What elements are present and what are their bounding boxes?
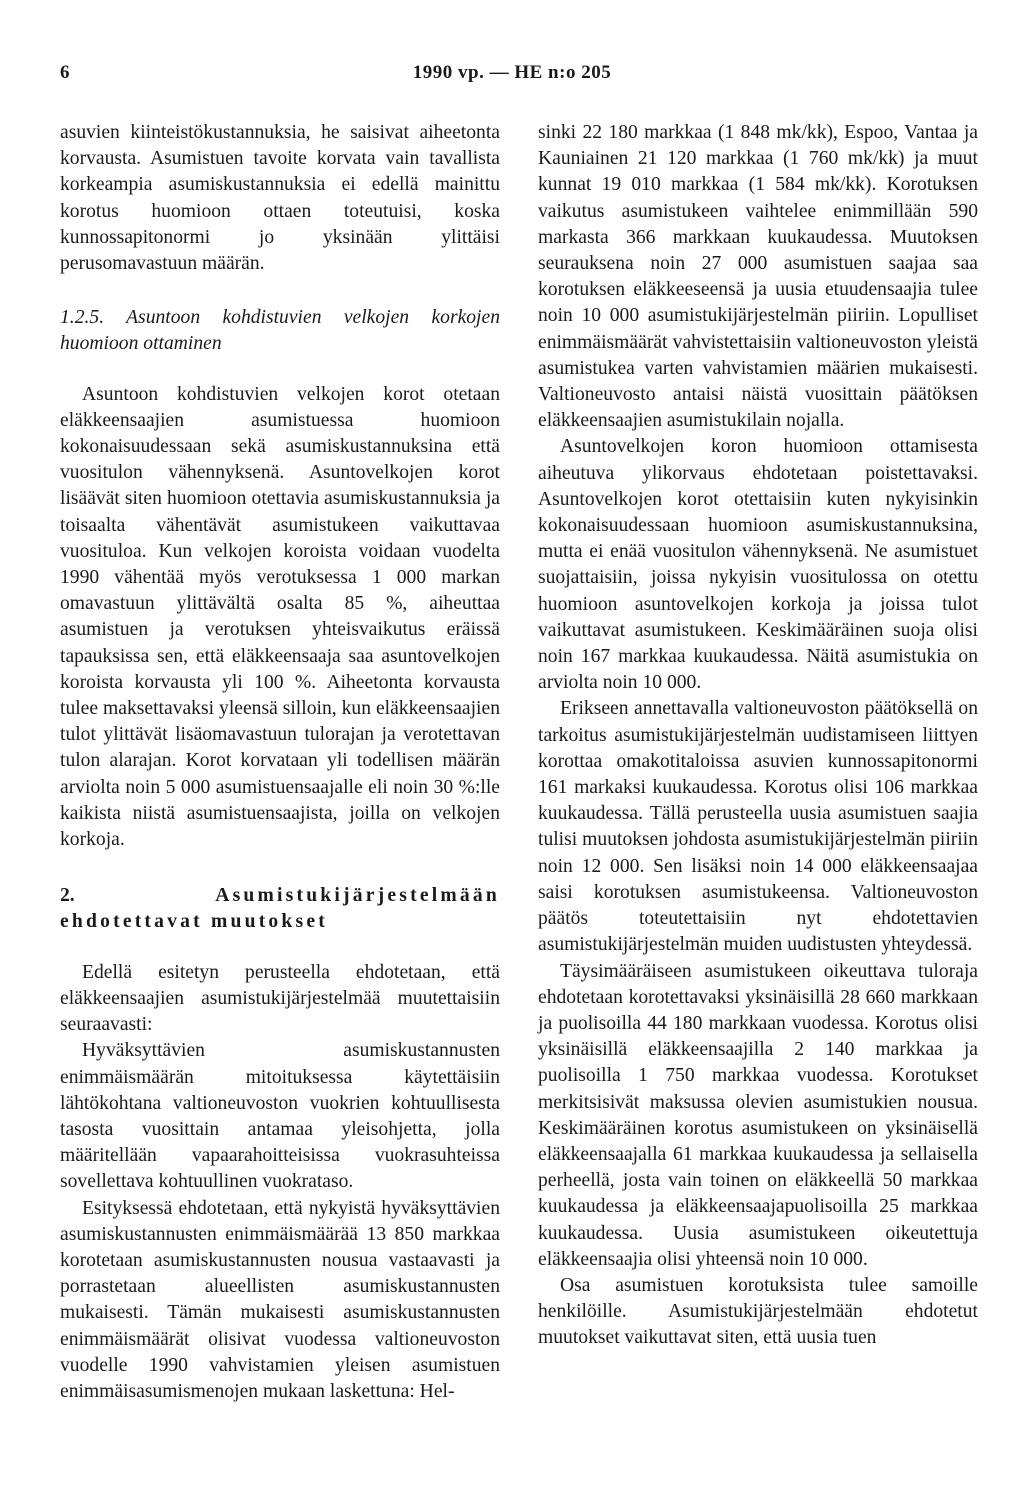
paragraph: Edellä esitetyn perusteella ehdotetaan, että eläkkeensaajien asumistukijärjestelmää muutettaisiin seuraavasti: bbox=[60, 961, 500, 1036]
paragraph: Esityksessä ehdotetaan, että nykyistä hyväksyttävien asumiskustannusten enimmäismäärää 13 850 markkaa korotetaan asumiskustannusten nousua vastaavasti ja porrastetaan alueellisten asumiskustannusten mukaisesti. Tämän mukaisesti asumiskustannusten enimmäismäärät olisivat vuodessa valtioneuvoston vuodelle 1990 vahvistamien yleisen asumistuen enimmäisasumismenojen mukaan laskettuna: Hel- bbox=[60, 1197, 500, 1402]
heading-number: 2. bbox=[60, 885, 75, 907]
page-number: 6 bbox=[60, 62, 70, 83]
subheading-title: Asuntoon kohdistuvien velkojen korkojen huomioon ottaminen bbox=[60, 307, 500, 355]
page-header bbox=[0, 62, 1024, 88]
paragraph: Osa asumistuen korotuksista tulee samoille henkilöille. Asumistukijärjestelmään ehdotetut muutokset vaikuttavat siten, että uusia tuen bbox=[538, 1274, 978, 1349]
subheading-number: 1.2.5. bbox=[60, 307, 105, 329]
paragraph: Erikseen annettavalla valtioneuvoston päätöksellä on tarkoitus asumistukijärjestelmän uudistamiseen liittyen korottaa omakotitaloissa asuvien kunnossapitonormi 161 markaksi kuukaudessa. Korotus olisi 106 markkaa kuukaudessa. Tällä perusteella uusia asumistuen saajia tulisi muutoksen johdosta asumistukijärjestelmän piiriin noin 12 000. Sen lisäksi noin 14 000 eläkkeensaajaa saisi korotuksen asumistukeensa. Valtioneuvoston päätös toteutettaisiin nyt ehdotettavien asumistukijärjestelmän muiden uudistusten yhteydessä. bbox=[538, 698, 978, 956]
right-column bbox=[538, 120, 978, 1352]
running-title: 1990 vp. — HE n:o 205 bbox=[412, 62, 612, 83]
section-subheading bbox=[60, 305, 500, 357]
left-column bbox=[60, 120, 500, 1405]
heading-title: Asumistukijärjestelmään ehdotettavat muutokset bbox=[60, 885, 500, 933]
paragraph: asuvien kiinteistökustannuksia, he saisivat aiheetonta korvausta. Asumistuen tavoite korvata vain tavallista korkeampia asumiskustannuksia ei edellä mainittu korotus huomioon ottaen toteutuisi, koska kunnossapitonormi jo yksinään ylittäisi perusomavastuun määrän. bbox=[60, 122, 500, 275]
paragraph: Asuntoon kohdistuvien velkojen korot otetaan eläkkeensaajien asumistuessa huomioon kokonaisuudessaan sekä asumiskustannuksina että vuositulon vähennyksenä. Asuntovelkojen korot lisäävät siten huomioon otettavia asumiskustannuksia ja toisaalta vähentävät asumistukeen vaikuttavaa vuosituloa. Kun velkojen koroista voidaan vuodelta 1990 vähentää myös verotuksessa 1 000 markan omavastuun ylittävältä osalta 85 %, aiheuttaa asumistuen ja verotuksen yhteisvaikutus eräissä tapauksissa sen, että eläkkeensaaja saa asuntovelkojen koroista korvausta yli 100 %. Aiheetonta korvausta tulee maksettavaksi yleensä silloin, kun eläkkeensaajien tulot ylittävät lisäomavastuun tulorajan ja verotettavan tulon alarajan. Korot korvataan yli todellisen määrän arviolta noin 5 000 asumistuensaajalle eli noin 30 %:lle kaikista niistä asumistuensaajista, joilla on velkojen korkoja. bbox=[60, 383, 500, 851]
section-heading bbox=[60, 883, 500, 935]
paragraph: Hyväksyttävien asumiskustannusten enimmäismäärän mitoituksessa käytettäisiin lähtökohtana valtioneuvoston vuokrien kohtuullisesta tasosta vuosittain antamaa yleisohjetta, jolla määritellään vapaarahoitteisissa vuokrasuhteissa sovellettava kohtuullinen vuokrataso. bbox=[60, 1040, 500, 1193]
paragraph: sinki 22 180 markkaa (1 848 mk/kk), Espoo, Vantaa ja Kauniainen 21 120 markkaa (1 760 mk/kk) ja muut kunnat 19 010 markkaa (1 584 mk/kk). Korotuksen vaikutus asumistukeen vaihtelee enimmillään 590 markasta 366 markkaan kuukaudessa. Muutoksen seurauksena noin 27 000 asumistuen saajaa saa korotuksen eläkkeeseensä ja uusia etuudensaajia tulee noin 10 000 asumistukijärjestelmän piiriin. Lopulliset enimmäismäärät vahvistettaisiin valtioneuvoston yleistä asumistukea varten vahvistamien määrien mukaisesti. Valtioneuvosto antaisi näistä vuosittain päätöksen eläkkeensaajien asumistukilain nojalla. bbox=[538, 122, 978, 432]
paragraph: Täysimääräiseen asumistukeen oikeuttava tuloraja ehdotetaan korotettavaksi yksinäisillä 28 660 markkaan ja puolisoilla 44 180 markkaan vuodessa. Korotus olisi yksinäisillä eläkkeensaajilla 2 140 markkaa ja puolisoilla 1 750 markkaa vuodessa. Korotukset merkitsisivät maksussa olevien asumistukien nousua. Keskimääräinen korotus asumistukeen on yksinäisellä eläkkeensaajalla 61 markkaa kuukaudessa ja sellaisella perheellä, josta vain toinen on eläkkeellä 50 markkaa kuukaudessa ja eläkkeensaajapuolisoilla 25 markkaa kuukaudessa. Uusia asumistukeen oikeutettuja eläkkeensaajia olisi yhteensä noin 10 000. bbox=[538, 960, 978, 1270]
paragraph: Asuntovelkojen koron huomioon ottamisesta aiheutuva ylikorvaus ehdotetaan poistettavaksi. Asuntovelkojen korot otettaisiin kuten nykyisinkin kokonaisuudessaan huomioon asumiskustannuksina, mutta ei enää vuositulon vähennyksenä. Ne asumistuet suojattaisiin, joissa nykyisin vuositulossa on otettu huomioon asuntovelkojen korkoja ja joissa tulot vaikuttavat asumistukeen. Keskimääräinen suoja olisi noin 167 markkaa kuukaudessa. Näitä asumistukia on arviolta noin 10 000. bbox=[538, 436, 978, 694]
